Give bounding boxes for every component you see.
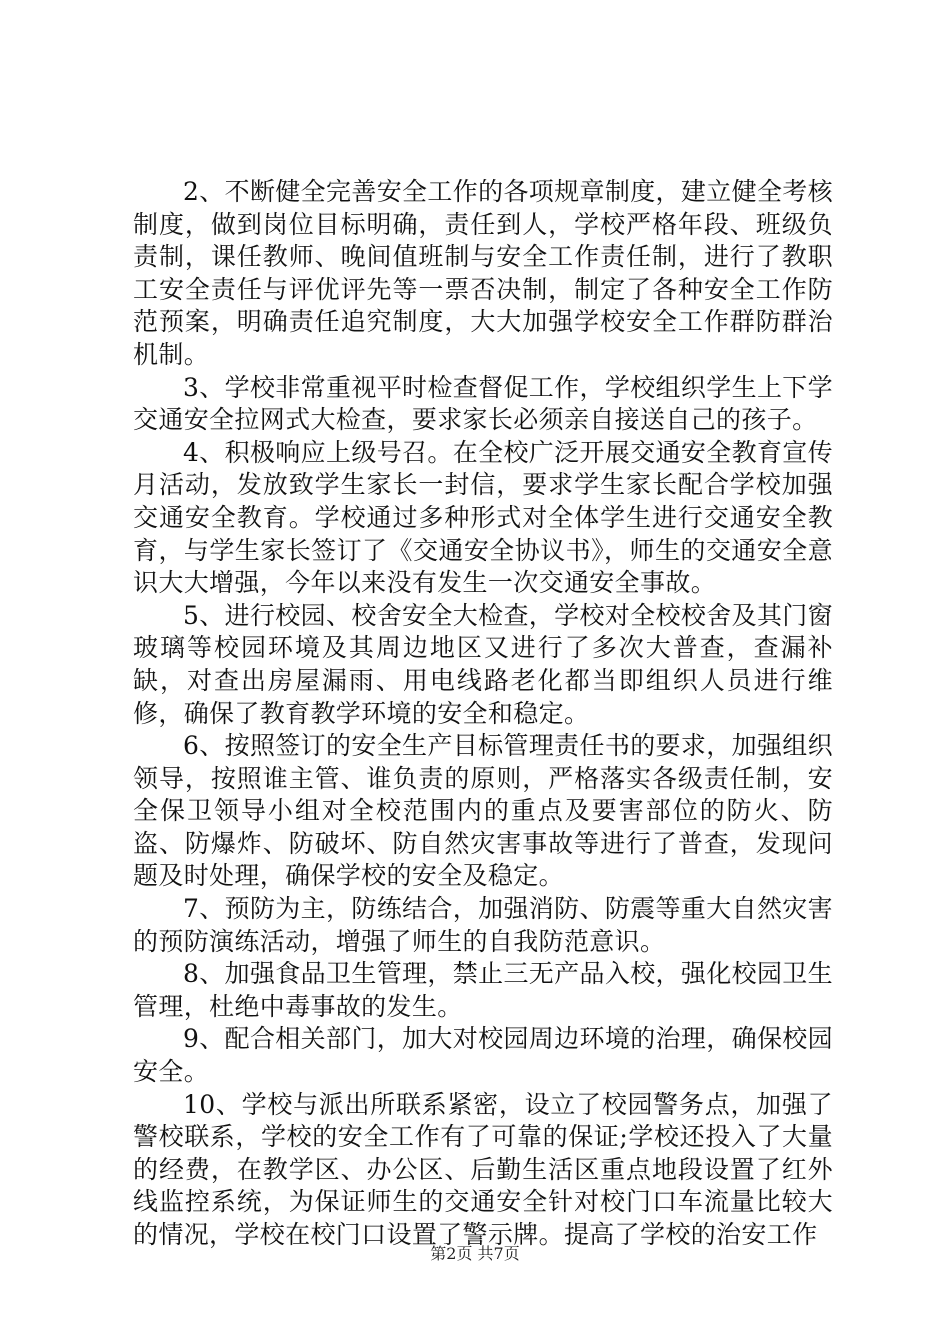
paragraph-item-2: 2、不断健全完善安全工作的各项规章制度，建立健全考核制度，做到岗位目标明确，责任到人，学校严格年段、班级负责制，课任教师、晚间值班制与安全工作责任制，进行了教职工安全责任与评优评先等一票否决制，制定了各种安全工作防范预案，明确责任追究制度，大大加强学校安全工作群防群治机制。 <box>133 177 834 369</box>
paragraph-item-5: 5、进行校园、校舍安全大检查，学校对全校校舍及其门窗玻璃等校园环境及其周边地区又进行了多次大普查，查漏补缺，对查出房屋漏雨、用电线路老化都当即组织人员进行维修，确保了教育教学环境的安全和稳定。 <box>133 600 834 728</box>
paragraph-item-8: 8、加强食品卫生管理，禁止三无产品入校，强化校园卫生管理，杜绝中毒事故的发生。 <box>133 959 834 1021</box>
paragraph-item-9: 9、配合相关部门，加大对校园周边环境的治理，确保校园安全。 <box>133 1024 834 1087</box>
paragraph-item-6: 6、按照签订的安全生产目标管理责任书的要求，加强组织领导，按照谁主管、谁负责的原则，严格落实各级责任制，安全保卫领导小组对全校范围内的重点及要害部位的防火、防盗、防爆炸、防破坏、防自然灾害事故等进行了普查，发现问题及时处理，确保学校的安全及稳定。 <box>133 731 834 891</box>
document-body <box>133 176 833 1252</box>
paragraph-item-10: 10、学校与派出所联系紧密，设立了校园警务点，加强了警校联系，学校的安全工作有了可靠的保证;学校还投入了大量的经费，在教学区、办公区、后勤生活区重点地段设置了红外线监控系统，为保证师生的交通安全针对校门口车流量比较大的情况，学校在校门口设置了警示牌。提高了学校的治安工作 <box>133 1089 833 1249</box>
paragraph-item-3: 3、学校非常重视平时检查督促工作，学校组织学生上下学交通安全拉网式大检查，要求家长必须亲自接送自己的孩子。 <box>133 372 834 435</box>
paragraph-item-4: 4、积极响应上级号召。在全校广泛开展交通安全教育宣传月活动，发放致学生家长一封信，要求学生家长配合学校加强交通安全教育。学校通过多种形式对全体学生进行交通安全教育，与学生家长签订了《交通安全协议书》，师生的交通安全意识大大增强，今年以来没有发生一次交通安全事故。 <box>133 437 834 598</box>
paragraph-item-7: 7、预防为主，防练结合，加强消防、防震等重大自然灾害的预防演练活动，增强了师生的自我防范意识。 <box>133 894 834 956</box>
page-number-footer: 第2页 共7页 <box>430 1244 520 1263</box>
